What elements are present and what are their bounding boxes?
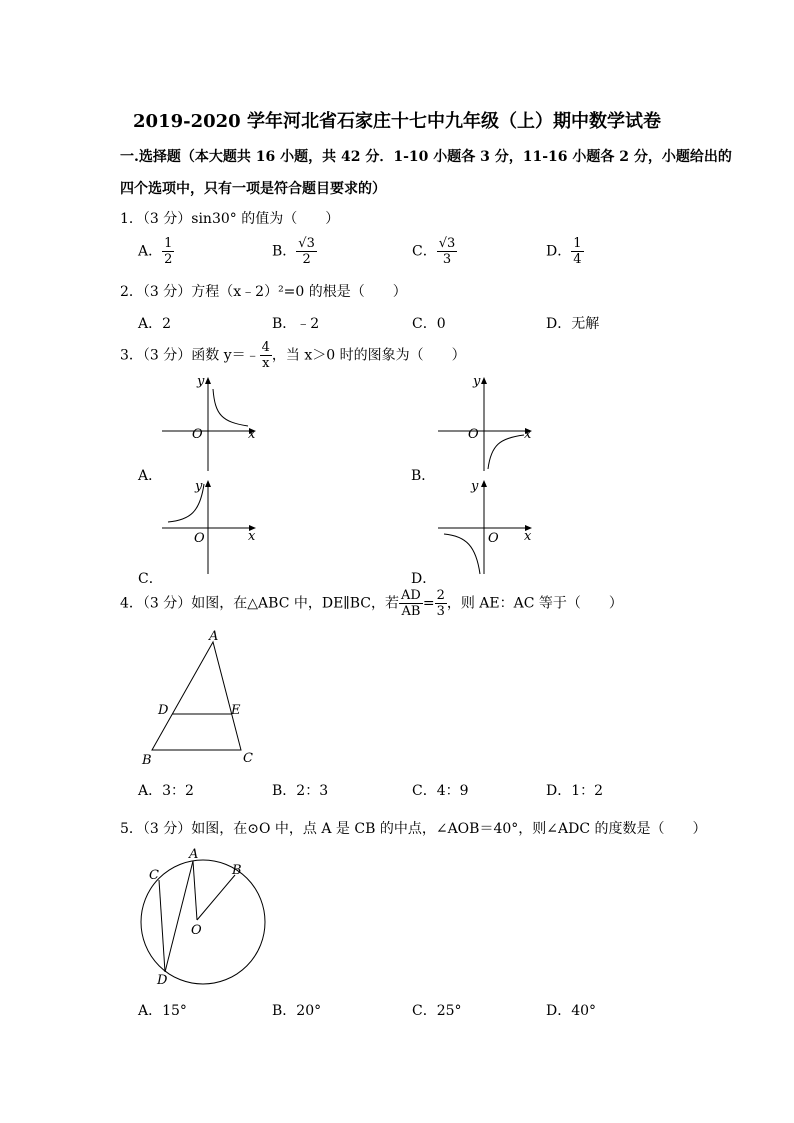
q5-circle-o bbox=[141, 860, 265, 984]
q3-stem bbox=[120, 340, 466, 371]
q3-graph-a-y-arrow bbox=[205, 377, 211, 384]
q3-stem-post: ，当 x＞0 时的图象为（ ） bbox=[271, 347, 466, 364]
q5-stem: 5．（3 分）如图，在⊙O 中，点 A 是 CB 的中点，∠AOB＝40°，则∠ADC 的度数是（ ） bbox=[120, 821, 707, 837]
q3-graph-d-curve bbox=[444, 534, 480, 574]
q4-option-b: B．2：3 bbox=[272, 783, 329, 799]
q2-option-a: A．2 bbox=[138, 316, 172, 332]
q1-option-d-label: D． bbox=[546, 243, 572, 260]
q4-fraction-2-3 bbox=[435, 588, 447, 619]
q5-option-d: D．40° bbox=[546, 1003, 597, 1019]
q1-option-d bbox=[546, 236, 584, 267]
q5-label-b: B bbox=[232, 863, 242, 878]
q3-graph-a-origin: O bbox=[192, 427, 203, 442]
q3-fraction bbox=[260, 340, 272, 371]
q3-graph-c-x-label: x bbox=[248, 529, 256, 544]
page-title: 2019-2020 学年河北省石家庄十七中九年级（上）期中数学试卷 bbox=[133, 111, 661, 132]
q4-triangle-abc bbox=[152, 642, 241, 750]
q5-radius-ob bbox=[197, 875, 235, 920]
q5-option-a: A．15° bbox=[138, 1003, 187, 1019]
q1-option-c-fraction bbox=[437, 236, 458, 267]
q5-option-b: B．20° bbox=[272, 1003, 322, 1019]
q4-label-b: B bbox=[142, 753, 152, 768]
section-heading-line1: 一.选择题（本大题共 16 小题，共 42 分．1-10 小题各 3 分，11-16 小题各 2 分，小题给出的 bbox=[120, 149, 732, 165]
q4-option-c: C．4：9 bbox=[412, 783, 469, 799]
q2-option-c: C．0 bbox=[412, 316, 446, 332]
q3-option-c: C． bbox=[138, 571, 163, 587]
q1-option-b-label: B． bbox=[272, 243, 297, 260]
q3-graph-a-y-label: y bbox=[197, 374, 205, 389]
q5-label-o: O bbox=[191, 923, 202, 938]
q1-option-d-den: 4 bbox=[573, 252, 582, 267]
q3-graph-d-x-label: x bbox=[524, 529, 532, 544]
q1-option-b-num: √3 bbox=[298, 236, 315, 251]
q1-option-d-num: 1 bbox=[573, 236, 582, 251]
q5-option-c: C．25° bbox=[412, 1003, 462, 1019]
q3-stem-pre: 3．（3 分）函数 y＝﹣ bbox=[120, 347, 260, 364]
q5-label-d: D bbox=[157, 973, 168, 988]
q5-label-a: A bbox=[189, 847, 199, 862]
q1-option-c-num: √3 bbox=[438, 236, 456, 251]
q3-graph-b-x-label: x bbox=[524, 427, 532, 442]
q4-label-a: A bbox=[209, 629, 219, 644]
q1-option-a-label: A． bbox=[138, 243, 163, 260]
q4-label-e: E bbox=[231, 703, 241, 718]
q3-graph-b-origin: O bbox=[468, 427, 479, 442]
q1-option-b-fraction bbox=[296, 236, 317, 267]
q4-fraction-ab: AB bbox=[401, 604, 421, 619]
q1-option-d-fraction bbox=[571, 236, 583, 267]
q5-chord-da bbox=[165, 861, 193, 972]
q1-stem: 1．（3 分）sin30° 的值为（ ） bbox=[120, 211, 340, 227]
q3-graph-d-y-label: y bbox=[471, 479, 479, 494]
q4-fraction-ad-ab bbox=[399, 588, 423, 619]
q4-label-c: C bbox=[243, 751, 253, 766]
q3-graph-c bbox=[160, 478, 260, 578]
q3-graph-b-y-arrow bbox=[481, 377, 487, 384]
q4-stem-pre: 4．（3 分）如图，在△ABC 中，DE∥BC，若 bbox=[120, 595, 400, 612]
q1-option-c-label: C． bbox=[412, 243, 437, 260]
q1-option-c-den: 3 bbox=[442, 252, 452, 267]
q5-circle-figure bbox=[135, 848, 275, 988]
q3-graph-c-y-arrow bbox=[205, 480, 211, 487]
q4-equals: = bbox=[422, 595, 435, 612]
q4-option-d: D．1：2 bbox=[546, 783, 604, 799]
q3-graph-a-curve bbox=[213, 389, 248, 426]
q1-option-a bbox=[138, 236, 174, 267]
q4-triangle-figure bbox=[138, 628, 268, 770]
q1-option-a-fraction bbox=[162, 236, 174, 267]
q1-option-a-num: 1 bbox=[164, 236, 173, 251]
q3-graph-d-origin: O bbox=[488, 531, 499, 546]
q3-fraction-den: x bbox=[262, 356, 270, 371]
q3-graph-b-y-label: y bbox=[473, 374, 481, 389]
q3-graph-a bbox=[160, 375, 260, 475]
q3-option-a: A． bbox=[138, 468, 163, 484]
q4-stem-post: ，则 AE：AC 等于（ ） bbox=[446, 595, 623, 612]
q4-fraction-2: 2 bbox=[436, 588, 445, 603]
q2-stem: 2．（3 分）方程（x﹣2）²=0 的根是（ ） bbox=[120, 284, 407, 300]
q3-graph-d-y-arrow bbox=[481, 480, 487, 487]
q2-option-d: D．无解 bbox=[546, 316, 600, 332]
q4-fraction-3: 3 bbox=[436, 604, 445, 619]
q3-option-d: D． bbox=[411, 571, 437, 587]
q1-option-b-den: 2 bbox=[302, 252, 311, 267]
q3-option-b: B． bbox=[411, 468, 436, 484]
q3-graph-c-origin: O bbox=[194, 531, 205, 546]
q2-option-b: B．﹣2 bbox=[272, 316, 320, 332]
q4-option-a: A．3：2 bbox=[138, 783, 194, 799]
q5-chord-cd bbox=[159, 880, 165, 972]
q3-graph-b-curve bbox=[488, 435, 524, 469]
section-heading-line2: 四个选项中，只有一项是符合题目要求的） bbox=[120, 181, 386, 197]
q1-option-a-den: 2 bbox=[164, 252, 173, 267]
q1-option-c bbox=[412, 236, 457, 267]
q4-fraction-ad: AD bbox=[401, 588, 421, 603]
q4-label-d: D bbox=[158, 703, 169, 718]
q3-graph-a-x-label: x bbox=[248, 427, 256, 442]
q3-fraction-num: 4 bbox=[261, 340, 270, 355]
q5-label-c: C bbox=[149, 868, 159, 883]
q3-graph-d bbox=[436, 478, 536, 578]
q4-stem bbox=[120, 588, 623, 619]
q3-graph-b bbox=[436, 375, 536, 475]
q5-radius-oa bbox=[193, 861, 197, 920]
q1-option-b bbox=[272, 236, 317, 267]
q3-graph-c-y-label: y bbox=[195, 479, 203, 494]
